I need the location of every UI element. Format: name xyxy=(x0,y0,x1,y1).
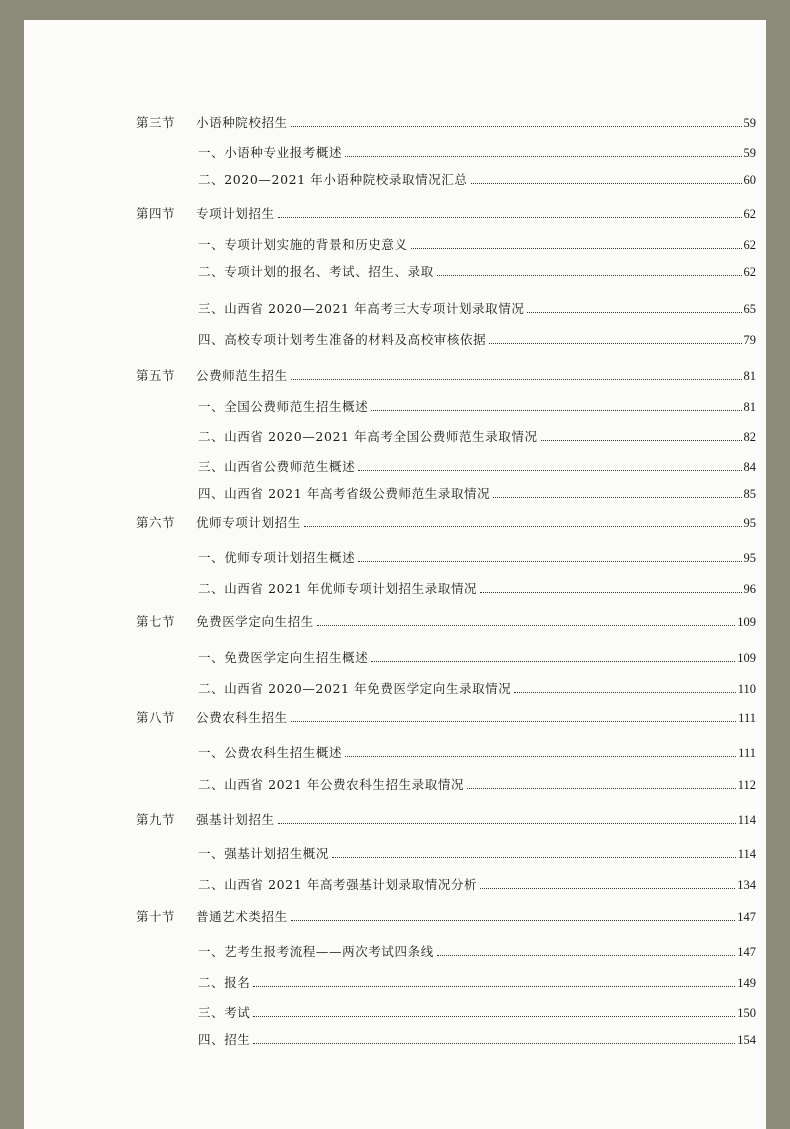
toc-page-number: 79 xyxy=(743,333,756,347)
toc-section-number: 第九节 xyxy=(136,812,176,827)
dot-leader xyxy=(541,440,742,441)
toc-page-number: 62 xyxy=(743,207,756,221)
dot-leader xyxy=(371,410,741,411)
toc-item-row xyxy=(198,550,756,566)
toc-item-title: 一、全国公费师范生招生概述 xyxy=(198,399,369,414)
dot-leader xyxy=(278,217,742,218)
toc-item-row xyxy=(198,745,756,761)
toc-page-number: 147 xyxy=(737,910,756,924)
toc-item-title: 四、招生 xyxy=(198,1032,251,1047)
toc-item-row xyxy=(198,301,756,317)
dot-leader xyxy=(493,497,741,498)
dot-leader xyxy=(480,592,741,593)
toc-item-title: 一、公费农科生招生概述 xyxy=(198,745,343,760)
toc-item-title: 二、山西省 2020—2021 年高考全国公费师范生录取情况 xyxy=(198,429,538,444)
toc-page-number: 95 xyxy=(743,551,756,565)
dot-leader xyxy=(358,470,741,471)
dot-leader xyxy=(514,692,735,693)
toc-page-number: 109 xyxy=(737,615,756,629)
toc-item-row xyxy=(198,777,756,793)
toc-item-title: 四、高校专项计划考生准备的材料及高校审核依据 xyxy=(198,332,487,347)
toc-item-row xyxy=(198,172,756,188)
toc-page-number: 147 xyxy=(737,945,756,959)
toc-item-title: 三、考试 xyxy=(198,1005,251,1020)
toc-page-number: 84 xyxy=(743,460,756,474)
toc-page-number: 59 xyxy=(743,146,756,160)
toc-section-number: 第六节 xyxy=(136,515,176,530)
toc-page-number: 110 xyxy=(737,682,756,696)
toc-page-number: 62 xyxy=(743,265,756,279)
toc-item-row xyxy=(198,1005,756,1021)
dot-leader xyxy=(304,526,742,527)
toc-page-number: 114 xyxy=(737,847,756,861)
dot-leader xyxy=(278,823,736,824)
dot-leader xyxy=(332,857,736,858)
dot-leader xyxy=(358,561,741,562)
toc-section-title: 小语种院校招生 xyxy=(196,115,288,130)
toc-page-number: 150 xyxy=(737,1006,756,1020)
toc-item-row xyxy=(198,486,756,502)
dot-leader xyxy=(291,920,736,921)
toc-section-number: 第四节 xyxy=(136,206,176,221)
toc-page-number: 59 xyxy=(743,116,756,130)
toc-item-title: 三、山西省 2020—2021 年高考三大专项计划录取情况 xyxy=(198,301,525,316)
dot-leader xyxy=(489,343,741,344)
dot-leader xyxy=(291,379,742,380)
dot-leader xyxy=(437,955,735,956)
dot-leader xyxy=(437,275,742,276)
toc-section-title: 免费医学定向生招生 xyxy=(196,614,314,629)
toc-section-number: 第十节 xyxy=(136,909,176,924)
toc-item-title: 一、优师专项计划招生概述 xyxy=(198,550,356,565)
toc-section-title: 专项计划招生 xyxy=(196,206,275,221)
toc-section-title: 优师专项计划招生 xyxy=(196,515,301,530)
toc-section-number: 第八节 xyxy=(136,710,176,725)
toc-page-number: 134 xyxy=(737,878,756,892)
toc-item-title: 二、山西省 2020—2021 年免费医学定向生录取情况 xyxy=(198,681,512,696)
dot-leader xyxy=(253,1016,735,1017)
toc-page-number: 154 xyxy=(737,1033,756,1047)
toc-section-row xyxy=(136,115,756,131)
toc-section-row xyxy=(136,368,756,384)
toc-item-title: 一、强基计划招生概况 xyxy=(198,846,330,861)
toc-section-title: 公费农科生招生 xyxy=(196,710,288,725)
toc-item-row xyxy=(198,237,756,253)
toc-item-row xyxy=(198,846,756,862)
toc-item-row xyxy=(198,681,756,697)
toc-section-number: 第七节 xyxy=(136,614,176,629)
dot-leader xyxy=(291,721,736,722)
dot-leader xyxy=(345,156,741,157)
toc-section-row xyxy=(136,812,756,828)
toc-item-row xyxy=(198,429,756,445)
toc-item-row xyxy=(198,459,756,475)
toc-section-title: 公费师范生招生 xyxy=(196,368,288,383)
table-of-contents xyxy=(24,20,766,1129)
dot-leader xyxy=(527,312,741,313)
toc-item-row xyxy=(198,581,756,597)
toc-page-number: 65 xyxy=(743,302,756,316)
dot-leader xyxy=(467,788,736,789)
dot-leader xyxy=(480,888,735,889)
toc-page-number: 85 xyxy=(743,487,756,501)
dot-leader xyxy=(253,1043,735,1044)
toc-item-title: 二、2020—2021 年小语种院校录取情况汇总 xyxy=(198,172,468,187)
toc-item-title: 二、专项计划的报名、考试、招生、录取 xyxy=(198,264,434,279)
toc-page-number: 111 xyxy=(738,746,756,760)
dot-leader xyxy=(345,756,736,757)
toc-item-title: 一、专项计划实施的背景和历史意义 xyxy=(198,237,408,252)
toc-item-row xyxy=(198,650,756,666)
toc-section-row xyxy=(136,515,756,531)
toc-section-row xyxy=(136,614,756,630)
toc-item-title: 一、艺考生报考流程——两次考试四条线 xyxy=(198,944,434,959)
toc-page-number: 95 xyxy=(743,516,756,530)
toc-page-number: 111 xyxy=(738,711,756,725)
dot-leader xyxy=(411,248,742,249)
dot-leader xyxy=(291,126,742,127)
toc-item-row xyxy=(198,399,756,415)
toc-item-title: 二、山西省 2021 年高考强基计划录取情况分析 xyxy=(198,877,478,892)
dot-leader xyxy=(317,625,735,626)
toc-page-number: 112 xyxy=(737,778,756,792)
document-page xyxy=(24,20,766,1129)
toc-section-title: 普通艺术类招生 xyxy=(196,909,288,924)
dot-leader xyxy=(471,183,742,184)
toc-page-number: 60 xyxy=(743,173,756,187)
toc-item-title: 四、山西省 2021 年高考省级公费师范生录取情况 xyxy=(198,486,491,501)
toc-item-title: 一、小语种专业报考概述 xyxy=(198,145,343,160)
toc-page-number: 96 xyxy=(743,582,756,596)
toc-page-number: 81 xyxy=(743,400,756,414)
toc-item-row xyxy=(198,264,756,280)
toc-page-number: 114 xyxy=(737,813,756,827)
toc-item-row xyxy=(198,877,756,893)
dot-leader xyxy=(253,986,735,987)
toc-section-number: 第三节 xyxy=(136,115,176,130)
toc-page-number: 81 xyxy=(743,369,756,383)
toc-section-row xyxy=(136,710,756,726)
dot-leader xyxy=(371,661,735,662)
toc-item-title: 二、山西省 2021 年优师专项计划招生录取情况 xyxy=(198,581,478,596)
toc-item-title: 二、报名 xyxy=(198,975,251,990)
toc-page-number: 82 xyxy=(743,430,756,444)
toc-section-number: 第五节 xyxy=(136,368,176,383)
toc-item-row xyxy=(198,944,756,960)
toc-section-row xyxy=(136,909,756,925)
toc-section-title: 强基计划招生 xyxy=(196,812,275,827)
toc-item-title: 一、免费医学定向生招生概述 xyxy=(198,650,369,665)
toc-item-title: 三、山西省公费师范生概述 xyxy=(198,459,356,474)
toc-item-row xyxy=(198,975,756,991)
toc-item-title: 二、山西省 2021 年公费农科生招生录取情况 xyxy=(198,777,465,792)
toc-page-number: 109 xyxy=(737,651,756,665)
toc-item-row xyxy=(198,1032,756,1048)
toc-page-number: 62 xyxy=(743,238,756,252)
toc-page-number: 149 xyxy=(737,976,756,990)
toc-item-row xyxy=(198,145,756,161)
toc-item-row xyxy=(198,332,756,348)
toc-section-row xyxy=(136,206,756,222)
